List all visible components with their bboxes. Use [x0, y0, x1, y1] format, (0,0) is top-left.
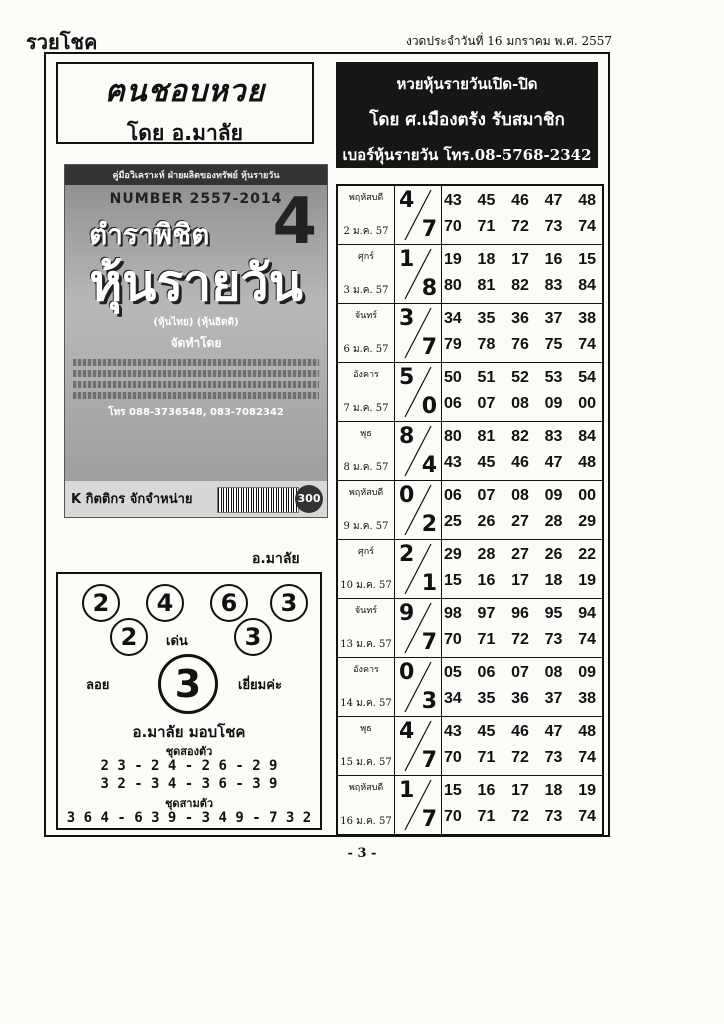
number-cell: 82 [511, 277, 529, 294]
open-digit: 9 [399, 601, 415, 626]
number-cell: 73 [544, 749, 563, 766]
close-digit: 4 [421, 453, 437, 478]
number-cell: 83 [544, 428, 563, 445]
circled-digit: 4 [146, 584, 184, 622]
row-date: 9 ม.ค. 57 [343, 521, 389, 532]
number-cell: 17 [511, 251, 529, 268]
open-digit: 4 [399, 188, 415, 213]
close-digit: 8 [421, 276, 437, 301]
digit-box [394, 540, 442, 598]
number-cell: 07 [477, 395, 496, 412]
close-digit: 2 [421, 512, 437, 537]
number-cell: 45 [477, 454, 496, 471]
close-digit: 7 [421, 748, 437, 773]
number-cell: 08 [511, 395, 529, 412]
number-cell: 76 [511, 336, 529, 353]
close-digit: 3 [421, 689, 437, 714]
number-cell: 29 [444, 546, 462, 563]
number-cell: 73 [544, 218, 563, 235]
number-cell: 48 [578, 454, 596, 471]
bottom-number-set [444, 454, 600, 472]
two-digit-label: ชุดสองตัว [165, 745, 213, 758]
barcode-icon [217, 487, 299, 513]
number-cell: 37 [544, 310, 563, 327]
number-cell: 83 [544, 277, 563, 294]
number-cell: 47 [544, 192, 563, 209]
digit-box [394, 422, 442, 480]
top-number-set [444, 782, 600, 800]
bottom-number-set [444, 631, 600, 649]
number-cell: 70 [444, 631, 462, 648]
row-date: 7 ม.ค. 57 [343, 403, 389, 414]
banner [336, 62, 598, 168]
number-cell: 00 [578, 395, 596, 412]
page-frame [44, 52, 610, 837]
bottom-number-set [444, 218, 600, 236]
three-digit-label: ชุดสามตัว [164, 797, 214, 810]
number-cell: 05 [444, 664, 462, 681]
number-cell: 71 [477, 631, 496, 648]
book-phone: โทร 088-3736548, 083-7082342 [108, 407, 284, 418]
banner-line-1: หวยหุ้นรายวันเปิด-ปิด [396, 75, 538, 93]
book-top-text: คู่มือวิเคราะห์ ฝ่ายผลิตของทรัพย์ หุ้นรายวัน [65, 165, 327, 185]
number-cell: 25 [444, 513, 462, 530]
number-cell: 70 [444, 218, 462, 235]
top-number-set [444, 428, 600, 446]
number-cell: 52 [511, 369, 529, 386]
open-digit: 2 [399, 542, 415, 567]
number-cell: 53 [544, 369, 563, 386]
number-cell: 16 [477, 572, 496, 589]
banner-line-2: โดย ศ.เมืองตรัง รับสมาชิก [369, 110, 565, 130]
lead-label: เด่น [166, 634, 188, 649]
row-date: 10 ม.ค. 57 [340, 580, 392, 591]
close-digit: 0 [421, 394, 437, 419]
table-row [338, 658, 602, 717]
number-cell: 18 [477, 251, 496, 268]
book-publisher: K กิตติกร จักจำหน่าย [71, 492, 193, 507]
top-number-set [444, 546, 600, 564]
number-cell: 16 [477, 782, 496, 799]
number-cell: 37 [544, 690, 563, 707]
logo-title: ฅนชอบหวย [104, 74, 266, 109]
number-cell: 84 [578, 428, 596, 445]
number-cell: 75 [544, 336, 563, 353]
table-row [338, 540, 602, 599]
number-cell: 36 [511, 690, 529, 707]
number-cell: 07 [511, 664, 529, 681]
number-cell: 35 [477, 690, 496, 707]
bottom-number-set [444, 690, 600, 708]
number-cell: 28 [477, 546, 496, 563]
top-number-set [444, 251, 600, 269]
number-cell: 71 [477, 749, 496, 766]
number-cell: 15 [578, 251, 596, 268]
number-cell: 48 [578, 723, 596, 740]
row-date: 13 ม.ค. 57 [340, 639, 392, 650]
publication-title: รวยโชค [26, 30, 98, 54]
row-date: 14 ม.ค. 57 [340, 698, 392, 709]
number-cell: 15 [444, 572, 462, 589]
table-row [338, 186, 602, 245]
bottom-number-set [444, 277, 600, 295]
open-digit: 1 [399, 247, 415, 272]
number-cell: 35 [477, 310, 496, 327]
number-cell: 46 [511, 192, 529, 209]
number-cell: 09 [544, 487, 563, 504]
number-cell: 71 [477, 218, 496, 235]
number-cell: 08 [544, 664, 563, 681]
number-cell: 26 [477, 513, 496, 530]
open-digit: 0 [399, 660, 415, 685]
number-cell: 94 [578, 605, 596, 622]
number-cell: 47 [544, 454, 563, 471]
open-digit: 5 [399, 365, 415, 390]
table-row [338, 717, 602, 776]
circled-digit: 2 [82, 584, 120, 622]
number-cell: 16 [544, 251, 563, 268]
table-row [338, 481, 602, 540]
issue-date: งวดประจำวันที่ 16 มกราคม พ.ศ. 2557 [405, 34, 612, 48]
number-cell: 72 [511, 631, 529, 648]
digit-box [394, 363, 442, 421]
digit-box [394, 481, 442, 539]
table-row [338, 422, 602, 481]
bottom-number-set [444, 336, 600, 354]
number-cell: 07 [477, 487, 496, 504]
number-cell: 74 [578, 218, 596, 235]
book-title-2: หุ้นรายวัน [89, 254, 303, 312]
row-day: อังคาร [353, 665, 379, 675]
top-number-set [444, 310, 600, 328]
number-cell: 09 [578, 664, 596, 681]
author-name: อ.มาลัย [252, 551, 300, 567]
digit-box [394, 658, 442, 716]
number-cell: 72 [511, 749, 529, 766]
tips-title: อ.มาลัย มอบโชค [132, 723, 246, 741]
number-cell: 06 [444, 487, 462, 504]
number-cell: 74 [578, 749, 596, 766]
table-row [338, 363, 602, 422]
close-digit: 7 [421, 630, 437, 655]
circled-digit: 3 [270, 584, 308, 622]
book-advert [64, 164, 328, 518]
row-day: พุธ [360, 724, 372, 734]
number-cell: 15 [444, 782, 462, 799]
page-number: - 3 - [347, 846, 377, 861]
number-cell: 81 [477, 428, 496, 445]
bottom-number-set [444, 808, 600, 826]
float-label: ลอย [86, 678, 110, 693]
three-digit-line: 3 6 4 - 6 3 9 - 3 4 9 - 7 3 2 [66, 810, 312, 826]
top-number-set [444, 369, 600, 387]
bottom-number-set [444, 513, 600, 531]
digit-box [394, 304, 442, 362]
number-cell: 45 [477, 192, 496, 209]
number-cell: 70 [444, 808, 462, 825]
number-cell: 48 [578, 192, 596, 209]
number-cell: 19 [444, 251, 462, 268]
bottom-number-set [444, 572, 600, 590]
table-row [338, 304, 602, 363]
close-digit: 7 [421, 217, 437, 242]
row-date: 15 ม.ค. 57 [340, 757, 392, 768]
row-day: พฤหัสบดี [348, 783, 384, 793]
banner-phone: เบอร์หุ้นรายวัน โทร.08-5768-2342 [342, 146, 592, 164]
digit-box [394, 186, 442, 244]
number-cell: 82 [511, 428, 529, 445]
logo-box [56, 62, 314, 144]
close-digit: 7 [421, 807, 437, 832]
row-day: พฤหัสบดี [348, 488, 384, 498]
number-cell: 46 [511, 723, 529, 740]
number-cell: 43 [444, 454, 462, 471]
row-date: 8 ม.ค. 57 [343, 462, 389, 473]
row-day: พุธ [360, 429, 372, 439]
two-digit-line-2: 3 2 - 3 4 - 3 6 - 3 9 [100, 776, 278, 792]
book-title-4: จัดทำโดย [170, 336, 222, 350]
number-cell: 06 [477, 664, 496, 681]
digit-box [394, 599, 442, 657]
number-cell: 34 [444, 310, 462, 327]
number-cell: 17 [511, 572, 529, 589]
number-cell: 29 [578, 513, 596, 530]
table-row [338, 599, 602, 658]
excellent-label: เยี่ยมค่ะ [238, 678, 282, 693]
number-cell: 38 [578, 310, 596, 327]
number-cell: 79 [444, 336, 462, 353]
number-cell: 81 [477, 277, 496, 294]
number-cell: 73 [544, 808, 563, 825]
number-cell: 17 [511, 782, 529, 799]
number-cell: 98 [444, 605, 462, 622]
float-digit: 3 [158, 654, 218, 714]
circled-digit: 6 [210, 584, 248, 622]
number-cell: 73 [544, 631, 563, 648]
number-cell: 46 [511, 454, 529, 471]
top-number-set [444, 605, 600, 623]
number-cell: 45 [477, 723, 496, 740]
number-cell: 28 [544, 513, 563, 530]
tips-box [56, 572, 322, 830]
number-cell: 43 [444, 723, 462, 740]
circled-digit: 2 [110, 618, 148, 656]
row-date: 2 ม.ค. 57 [343, 226, 389, 237]
open-digit: 0 [399, 483, 415, 508]
digit-box [394, 717, 442, 775]
row-date: 6 ม.ค. 57 [343, 344, 389, 355]
number-cell: 97 [477, 605, 496, 622]
results-table [336, 184, 604, 836]
number-cell: 74 [578, 631, 596, 648]
bottom-number-set [444, 749, 600, 767]
number-cell: 06 [444, 395, 462, 412]
number-cell: 80 [444, 428, 462, 445]
book-title-3: (หุ้นไทย) (หุ้นฮิตติ) [153, 317, 239, 328]
open-digit: 3 [399, 306, 415, 331]
number-cell: 54 [578, 369, 596, 386]
number-cell: 08 [511, 487, 529, 504]
row-day: ศุกร์ [358, 252, 374, 262]
number-cell: 71 [477, 808, 496, 825]
number-cell: 78 [477, 336, 496, 353]
number-cell: 84 [578, 277, 596, 294]
number-cell: 18 [544, 782, 563, 799]
book-title-1: ตำราพิชิต [89, 218, 210, 251]
number-cell: 95 [544, 605, 563, 622]
book-volume-digit: 4 [272, 185, 317, 259]
top-number-set [444, 487, 600, 505]
book-fine-print [73, 359, 319, 399]
top-number-set [444, 192, 600, 210]
number-cell: 22 [578, 546, 596, 563]
open-digit: 8 [399, 424, 415, 449]
number-cell: 74 [578, 808, 596, 825]
row-date: 3 ม.ค. 57 [343, 285, 389, 296]
row-day: จันทร์ [354, 606, 378, 616]
number-cell: 18 [544, 572, 563, 589]
number-cell: 72 [511, 218, 529, 235]
number-cell: 09 [544, 395, 563, 412]
number-cell: 38 [578, 690, 596, 707]
number-cell: 50 [444, 369, 462, 386]
close-digit: 7 [421, 335, 437, 360]
number-cell: 51 [477, 369, 496, 386]
top-number-set [444, 723, 600, 741]
number-cell: 96 [511, 605, 529, 622]
open-digit: 4 [399, 719, 415, 744]
number-cell: 47 [544, 723, 563, 740]
number-cell: 27 [511, 513, 529, 530]
number-cell: 72 [511, 808, 529, 825]
number-cell: 70 [444, 749, 462, 766]
number-cell: 36 [511, 310, 529, 327]
top-number-set [444, 664, 600, 682]
row-date: 16 ม.ค. 57 [340, 816, 392, 827]
number-cell: 74 [578, 336, 596, 353]
number-cell: 27 [511, 546, 529, 563]
table-row [338, 776, 602, 834]
open-digit: 1 [399, 778, 415, 803]
row-day: ศุกร์ [358, 547, 374, 557]
logo-subtitle: โดย อ.มาลัย [127, 121, 243, 145]
number-cell: 80 [444, 277, 462, 294]
row-day: อังคาร [353, 370, 379, 380]
close-digit: 1 [421, 571, 437, 596]
number-cell: 19 [578, 782, 596, 799]
number-cell: 43 [444, 192, 462, 209]
bottom-number-set [444, 395, 600, 413]
table-row [338, 245, 602, 304]
row-day: พฤหัสบดี [348, 193, 384, 203]
circled-digit: 3 [234, 618, 272, 656]
digit-box [394, 776, 442, 834]
number-cell: 00 [578, 487, 596, 504]
two-digit-line-1: 2 3 - 2 4 - 2 6 - 2 9 [100, 758, 278, 774]
book-number: NUMBER 2557-2014 [109, 191, 283, 207]
number-cell: 34 [444, 690, 462, 707]
price-badge: 300 [295, 485, 323, 513]
digit-box [394, 245, 442, 303]
number-cell: 19 [578, 572, 596, 589]
number-cell: 26 [544, 546, 563, 563]
row-day: จันทร์ [354, 311, 378, 321]
